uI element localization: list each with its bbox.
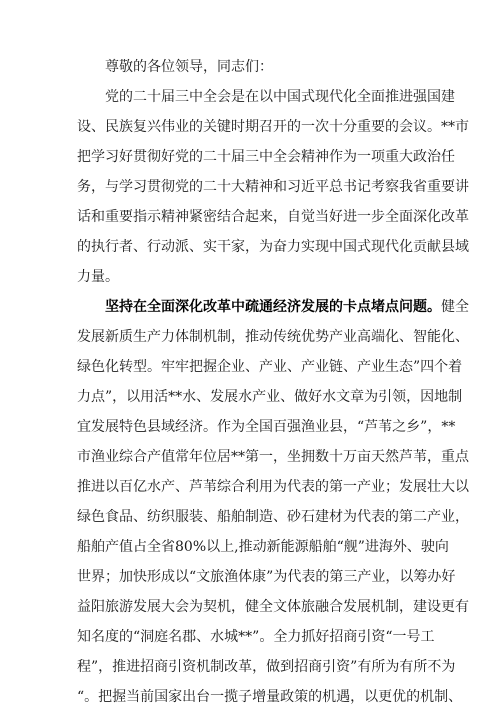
paragraph-2-line: 船舶产值占全省80%以上,推动新能源船舶“舰”进海外、驶向 <box>77 539 449 555</box>
paragraph-1-line: 党的二十届三中全会是在以中国式现代化全面推进强国建 <box>105 89 455 105</box>
paragraph-2-line: 绿色食品、纺织服装、船舶制造、砂石建材为代表的第二产业， <box>77 509 469 525</box>
paragraph-1-line: 话和重要指示精神紧密结合起来，自觉当好进一步全面深化改革 <box>77 209 469 225</box>
paragraph-2-line: 力点”，以用活**水、发展水产业、做好水文章为引领，因地制 <box>77 389 463 405</box>
paragraph-1 <box>77 82 469 292</box>
paragraph-2 <box>77 292 469 712</box>
paragraph-2-line: 知名度的“洞庭名郡、水城**”。全力抓好招商引资“一号工 <box>77 629 435 645</box>
paragraph-2-heading: 坚持在全面深化改革中疏通经济发展的卡点堵点问题。 <box>105 299 441 315</box>
paragraph-2-line: 市渔业综合产值常年位居**第一，坐拥数十万亩天然芦苇，重点 <box>77 449 469 465</box>
paragraph-2-first-line-rest: 健全 <box>441 299 469 315</box>
paragraph-1-line: 设、民族复兴伟业的关键时期召开的一次十分重要的会议。**市 <box>77 119 469 135</box>
paragraph-2-line: 绿色化转型。牢牢把握企业、产业、产业链、产业生态”四个着 <box>77 359 463 375</box>
greeting-line: 尊敬的各位领导，同志们： <box>105 59 273 75</box>
paragraph-2-line: 程”，推进招商引资机制改革，做到招商引资”有所为有所不为 <box>77 659 456 675</box>
paragraph-2-line: 推进以百亿水产、芦苇综合利用为代表的第一产业；发展壮大以 <box>77 479 469 495</box>
paragraph-1-line: 务，与学习贯彻党的二十大精神和习近平总书记考察我省重要讲 <box>77 179 469 195</box>
document-page <box>77 52 469 712</box>
paragraph-2-line: 发展新质生产力体制机制，推动传统优势产业高端化、智能化、 <box>77 329 469 345</box>
paragraph-2-line: 益阳旅游发展大会为契机，健全文体旅融合发展机制，建设更有 <box>77 599 469 615</box>
paragraph-2-first-line <box>77 292 469 322</box>
paragraph-1-line: 的执行者、行动派、实干家，为奋力实现中国式现代化贡献县域 <box>77 239 469 255</box>
paragraph-2-line: 宜发展特色县域经济。作为全国百强渔业县，“芦苇之乡”，** <box>77 419 456 435</box>
paragraph-1-line: 把学习好贯彻好党的二十届三中全会精神作为一项重大政治任 <box>77 149 455 165</box>
paragraph-1-line: 力量。 <box>77 269 119 285</box>
paragraph-2-line: “。把握当前国家出台一揽子增量政策的机遇，以更优的机制、 <box>77 689 463 705</box>
paragraph-2-line: 世界；加快形成以“文旅渔体康”为代表的第三产业，以筹办好 <box>77 569 456 585</box>
